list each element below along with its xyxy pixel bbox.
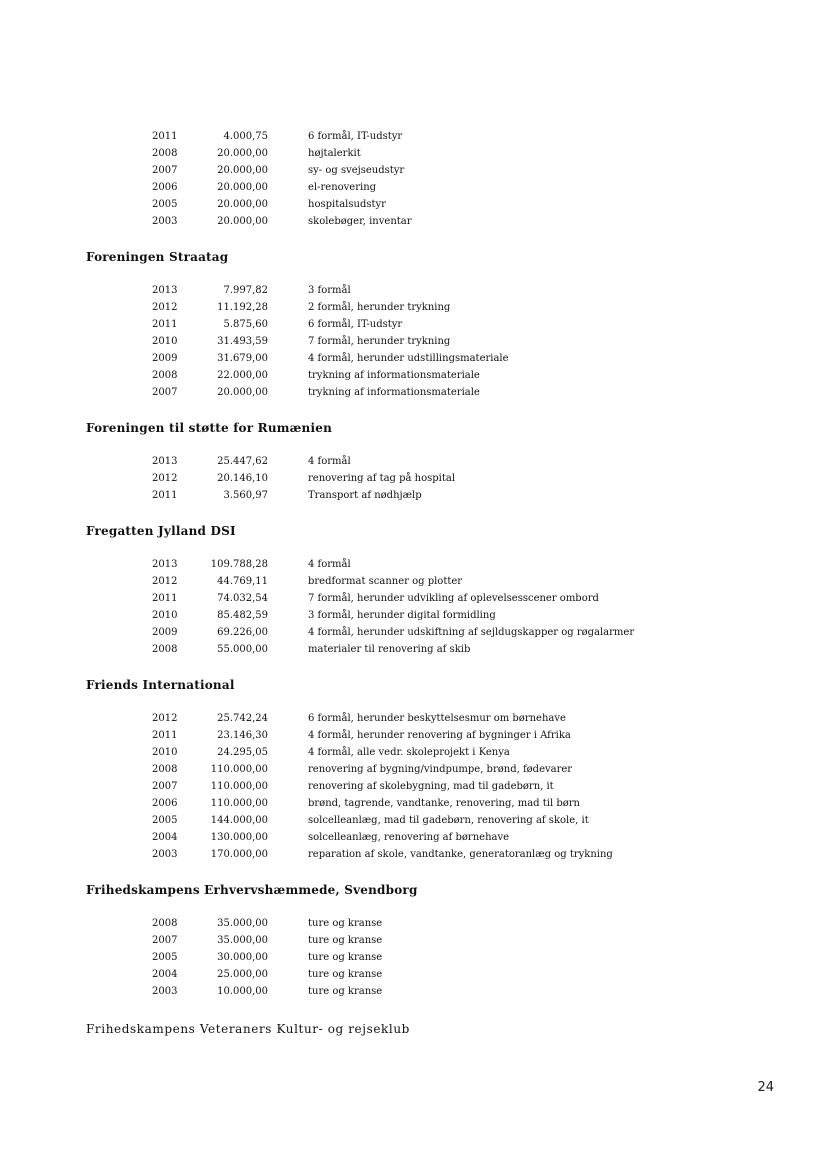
row-amount: 24.295,05	[217, 747, 268, 758]
row-year: 2005	[152, 952, 178, 963]
row-amount: 130.000,00	[210, 832, 268, 843]
table-row	[0, 781, 825, 798]
row-description: hospitalsudstyr	[308, 199, 386, 210]
row-amount: 20.000,00	[217, 387, 268, 398]
table-row	[0, 644, 825, 661]
table-row	[0, 798, 825, 815]
row-description: ture og kranse	[308, 952, 383, 963]
row-year: 2013	[152, 559, 178, 570]
row-amount: 20.000,00	[217, 165, 268, 176]
row-amount: 23.146,30	[217, 730, 268, 741]
table-row	[0, 131, 825, 148]
row-description: 3 formål, herunder digital formidling	[308, 610, 496, 621]
row-amount: 25.000,00	[217, 969, 268, 980]
row-year: 2008	[152, 764, 178, 775]
row-description: ture og kranse	[308, 935, 383, 946]
row-description: trykning af informationsmateriale	[308, 370, 480, 381]
table-row	[0, 182, 825, 199]
row-description: el-renovering	[308, 182, 377, 193]
row-description: brønd, tagrende, vandtanke, renovering, mad til børn	[308, 798, 580, 809]
row-year: 2013	[152, 285, 178, 296]
table-row	[0, 764, 825, 781]
row-amount: 7.997,82	[223, 285, 268, 296]
row-amount: 20.000,00	[217, 148, 268, 159]
row-description: reparation af skole, vandtanke, generatoranlæg og trykning	[308, 849, 613, 860]
row-description: materialer til renovering af skib	[308, 644, 471, 655]
table-row	[0, 969, 825, 986]
section-heading: Fregatten Jylland DSI	[86, 524, 236, 538]
row-year: 2011	[152, 593, 178, 604]
row-amount: 44.769,11	[217, 576, 268, 587]
row-amount: 69.226,00	[217, 627, 268, 638]
row-year: 2005	[152, 815, 178, 826]
table-row	[0, 849, 825, 866]
row-description: 4 formål, alle vedr. skoleprojekt i Kenya	[308, 747, 510, 758]
row-description: renovering af skolebygning, mad til gadebørn, it	[308, 781, 554, 792]
table-row	[0, 713, 825, 730]
row-amount: 144.000,00	[210, 815, 268, 826]
row-description: ture og kranse	[308, 969, 383, 980]
table-row	[0, 387, 825, 404]
section-heading: Frihedskampens Erhvervshæmmede, Svendborg	[86, 883, 418, 897]
row-amount: 5.875,60	[223, 319, 268, 330]
row-year: 2009	[152, 353, 178, 364]
row-amount: 25.447,62	[217, 456, 268, 467]
row-description: 3 formål	[308, 285, 351, 296]
row-amount: 35.000,00	[217, 918, 268, 929]
row-amount: 25.742,24	[217, 713, 268, 724]
row-description: 2 formål, herunder trykning	[308, 302, 451, 313]
row-year: 2012	[152, 713, 178, 724]
row-amount: 110.000,00	[210, 764, 268, 775]
row-year: 2006	[152, 798, 178, 809]
table-row	[0, 285, 825, 302]
row-amount: 35.000,00	[217, 935, 268, 946]
row-year: 2010	[152, 336, 178, 347]
row-description: 6 formål, IT-udstyr	[308, 131, 403, 142]
table-row	[0, 986, 825, 1003]
section-heading: Foreningen Straatag	[86, 250, 229, 264]
page-number: 24	[757, 1080, 774, 1095]
row-description: ture og kranse	[308, 986, 383, 997]
row-year: 2012	[152, 302, 178, 313]
row-year: 2003	[152, 849, 178, 860]
row-year: 2004	[152, 832, 178, 843]
row-description: 7 formål, herunder udvikling af oplevelsesscener ombord	[308, 593, 599, 604]
row-description: solcelleanlæg, mad til gadebørn, renovering af skole, it	[308, 815, 589, 826]
table-row	[0, 148, 825, 165]
row-year: 2008	[152, 918, 178, 929]
table-row	[0, 918, 825, 935]
row-amount: 31.679,00	[217, 353, 268, 364]
row-amount: 20.146,10	[217, 473, 268, 484]
table-row	[0, 593, 825, 610]
row-amount: 109.788,28	[210, 559, 268, 570]
row-year: 2008	[152, 370, 178, 381]
table-row	[0, 165, 825, 182]
row-description: trykning af informationsmateriale	[308, 387, 480, 398]
row-description: renovering af tag på hospital	[308, 473, 456, 484]
row-amount: 20.000,00	[217, 182, 268, 193]
row-year: 2008	[152, 644, 178, 655]
row-amount: 20.000,00	[217, 199, 268, 210]
row-year: 2012	[152, 576, 178, 587]
row-year: 2005	[152, 199, 178, 210]
row-description: 4 formål	[308, 559, 351, 570]
row-description: højtalerkit	[308, 148, 361, 159]
row-year: 2006	[152, 182, 178, 193]
section-heading: Foreningen til støtte for Rumænien	[86, 421, 333, 435]
row-amount: 30.000,00	[217, 952, 268, 963]
row-year: 2007	[152, 935, 178, 946]
row-amount: 55.000,00	[217, 644, 268, 655]
row-description: 7 formål, herunder trykning	[308, 336, 451, 347]
row-amount: 4.000,75	[223, 131, 268, 142]
table-row	[0, 832, 825, 849]
row-amount: 20.000,00	[217, 216, 268, 227]
table-row	[0, 952, 825, 969]
table-row	[0, 370, 825, 387]
row-description: 4 formål, herunder udskiftning af sejldugskapper og røgalarmer	[308, 627, 635, 638]
row-year: 2011	[152, 730, 178, 741]
row-amount: 110.000,00	[210, 781, 268, 792]
table-row	[0, 353, 825, 370]
table-row	[0, 815, 825, 832]
row-year: 2010	[152, 610, 178, 621]
table-row	[0, 490, 825, 507]
section-heading: Frihedskampens Veteraners Kultur- og rejseklub	[86, 1022, 410, 1036]
table-row	[0, 747, 825, 764]
row-amount: 11.192,28	[217, 302, 268, 313]
row-year: 2009	[152, 627, 178, 638]
table-row	[0, 610, 825, 627]
row-year: 2012	[152, 473, 178, 484]
row-description: ture og kranse	[308, 918, 383, 929]
table-row	[0, 935, 825, 952]
table-row	[0, 627, 825, 644]
row-year: 2011	[152, 490, 178, 501]
table-row	[0, 336, 825, 353]
row-year: 2010	[152, 747, 178, 758]
row-year: 2011	[152, 319, 178, 330]
table-row	[0, 730, 825, 747]
row-description: sy- og svejseudstyr	[308, 165, 405, 176]
row-amount: 110.000,00	[210, 798, 268, 809]
row-amount: 74.032,54	[217, 593, 268, 604]
table-row	[0, 473, 825, 490]
row-description: 6 formål, herunder beskyttelsesmur om børnehave	[308, 713, 566, 724]
row-amount: 85.482,59	[217, 610, 268, 621]
row-amount: 10.000,00	[217, 986, 268, 997]
row-year: 2007	[152, 165, 178, 176]
row-description: 4 formål, herunder udstillingsmateriale	[308, 353, 509, 364]
row-year: 2007	[152, 781, 178, 792]
row-year: 2003	[152, 216, 178, 227]
row-description: 4 formål, herunder renovering af bygninger i Afrika	[308, 730, 571, 741]
row-description: renovering af bygning/vindpumpe, brønd, fødevarer	[308, 764, 573, 775]
row-description: skolebøger, inventar	[308, 216, 412, 227]
row-description: solcelleanlæg, renovering af børnehave	[308, 832, 510, 843]
row-year: 2004	[152, 969, 178, 980]
row-year: 2007	[152, 387, 178, 398]
row-description: Transport af nødhjælp	[308, 490, 422, 501]
row-year: 2003	[152, 986, 178, 997]
row-year: 2013	[152, 456, 178, 467]
row-year: 2008	[152, 148, 178, 159]
row-amount: 3.560,97	[223, 490, 268, 501]
row-description: 4 formål	[308, 456, 351, 467]
table-row	[0, 559, 825, 576]
table-row	[0, 199, 825, 216]
row-amount: 22.000,00	[217, 370, 268, 381]
table-row	[0, 456, 825, 473]
row-amount: 170.000,00	[210, 849, 268, 860]
row-amount: 31.493,59	[217, 336, 268, 347]
row-description: bredformat scanner og plotter	[308, 576, 463, 587]
table-row	[0, 576, 825, 593]
table-row	[0, 302, 825, 319]
row-description: 6 formål, IT-udstyr	[308, 319, 403, 330]
row-year: 2011	[152, 131, 178, 142]
section-heading: Friends International	[86, 678, 235, 692]
table-row	[0, 319, 825, 336]
table-row	[0, 216, 825, 233]
